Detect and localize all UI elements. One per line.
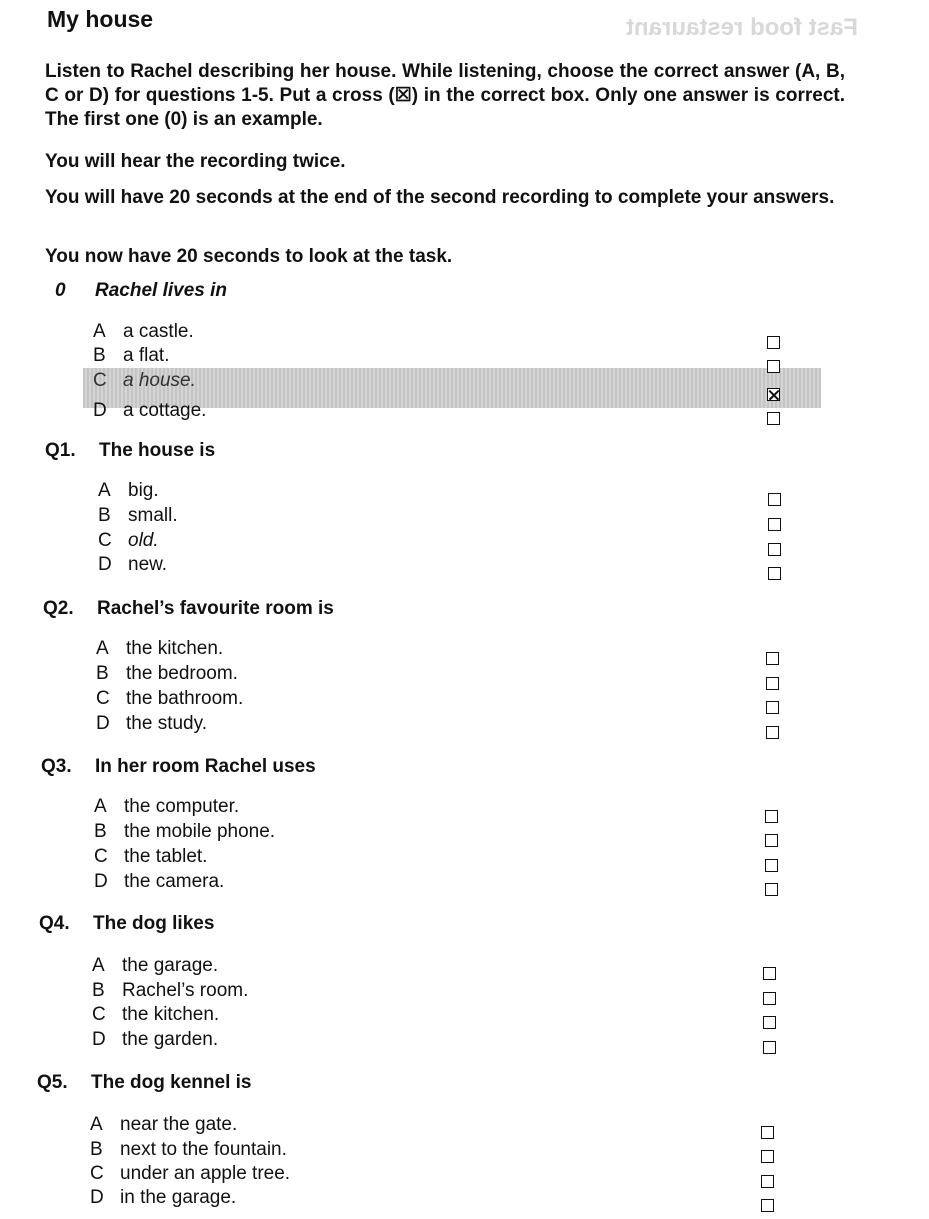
option-d: D a cottage. bbox=[93, 400, 207, 421]
answer-checkbox-3b[interactable] bbox=[765, 834, 778, 847]
answer-checkbox-5b[interactable] bbox=[761, 1150, 774, 1163]
question-text: Rachel lives in bbox=[95, 280, 228, 301]
question-number: Q4. bbox=[39, 913, 70, 934]
question-number: 0 bbox=[55, 280, 66, 301]
answer-checkbox-2d[interactable] bbox=[766, 726, 779, 739]
option-d: D new. bbox=[98, 554, 168, 575]
bleed-through-title: Fast food restaurant bbox=[626, 14, 859, 41]
option-b: B small. bbox=[98, 505, 178, 526]
option-a: A the kitchen. bbox=[96, 638, 224, 659]
option-c: C the bathroom. bbox=[96, 688, 244, 709]
answer-checkbox-1d[interactable] bbox=[768, 567, 781, 580]
answer-checkbox-1a[interactable] bbox=[768, 493, 781, 506]
option-d: D the study. bbox=[96, 713, 207, 734]
option-a: A near the gate. bbox=[90, 1114, 238, 1135]
option-b: B the mobile phone. bbox=[94, 821, 276, 842]
option-a: A the computer. bbox=[94, 796, 240, 817]
answer-checkbox-0a[interactable] bbox=[767, 336, 780, 349]
option-c: C under an apple tree. bbox=[90, 1163, 291, 1184]
answer-checkbox-4c[interactable] bbox=[763, 1016, 776, 1029]
answer-checkbox-4d[interactable] bbox=[763, 1041, 776, 1054]
answer-checkbox-1c[interactable] bbox=[768, 543, 781, 556]
instruction-paragraph-2: You will hear the recording twice. bbox=[45, 151, 346, 172]
option-a: A the garage. bbox=[92, 955, 219, 976]
option-c: C a house. bbox=[93, 370, 196, 391]
question-text: The house is bbox=[99, 440, 216, 461]
answer-checkbox-2c[interactable] bbox=[766, 701, 779, 714]
option-d: D the camera. bbox=[94, 871, 225, 892]
answer-checkbox-5a[interactable] bbox=[761, 1126, 774, 1139]
option-c: C the kitchen. bbox=[92, 1004, 220, 1025]
answer-checkbox-4a[interactable] bbox=[763, 967, 776, 980]
instruction-paragraph-4: You now have 20 seconds to look at the task. bbox=[45, 246, 453, 267]
question-text: The dog likes bbox=[93, 913, 215, 934]
question-text: The dog kennel is bbox=[91, 1072, 252, 1093]
option-c: C old. bbox=[98, 530, 159, 551]
answer-checkbox-5c[interactable] bbox=[761, 1175, 774, 1188]
answer-checkbox-2a[interactable] bbox=[766, 652, 779, 665]
answer-checkbox-5d[interactable] bbox=[761, 1199, 774, 1212]
answer-checkbox-4b[interactable] bbox=[763, 992, 776, 1005]
option-c: C the tablet. bbox=[94, 846, 208, 867]
question-number: Q3. bbox=[41, 756, 72, 777]
answer-checkbox-3c[interactable] bbox=[765, 859, 778, 872]
option-a: A big. bbox=[98, 480, 159, 501]
option-b: B the bedroom. bbox=[96, 663, 238, 684]
answer-checkbox-3a[interactable] bbox=[765, 810, 778, 823]
question-text: Rachel’s favourite room is bbox=[97, 598, 334, 619]
instruction-paragraph-1: Listen to Rachel describing her house. While listening, choose the correct answer (A, B, C or D) for questions 1-5. Put a cross (☒) in the correct box. Only one answer is correct. The first one (0) is an example. bbox=[45, 61, 845, 130]
instruction-paragraph-3: You will have 20 seconds at the end of the second recording to complete your answers. bbox=[45, 187, 835, 208]
answer-checkbox-3d[interactable] bbox=[765, 883, 778, 896]
answer-checkbox-2b[interactable] bbox=[766, 677, 779, 690]
question-number: Q2. bbox=[43, 598, 74, 619]
question-number: Q5. bbox=[37, 1072, 68, 1093]
page-title: My house bbox=[47, 6, 154, 32]
option-d: D the garden. bbox=[92, 1029, 219, 1050]
answer-checkbox-0b[interactable] bbox=[767, 360, 780, 373]
option-b: B Rachel’s room. bbox=[92, 980, 249, 1001]
question-number: Q1. bbox=[45, 440, 76, 461]
option-b: B a flat. bbox=[93, 345, 170, 366]
answer-checkbox-0d[interactable] bbox=[767, 412, 780, 425]
question-text: In her room Rachel uses bbox=[95, 756, 316, 777]
option-a: A a castle. bbox=[93, 321, 194, 342]
answer-checkbox-1b[interactable] bbox=[768, 518, 781, 531]
option-d: D in the garage. bbox=[90, 1187, 237, 1208]
option-b: B next to the fountain. bbox=[90, 1139, 287, 1160]
answer-checkbox-0c[interactable] bbox=[767, 388, 780, 401]
